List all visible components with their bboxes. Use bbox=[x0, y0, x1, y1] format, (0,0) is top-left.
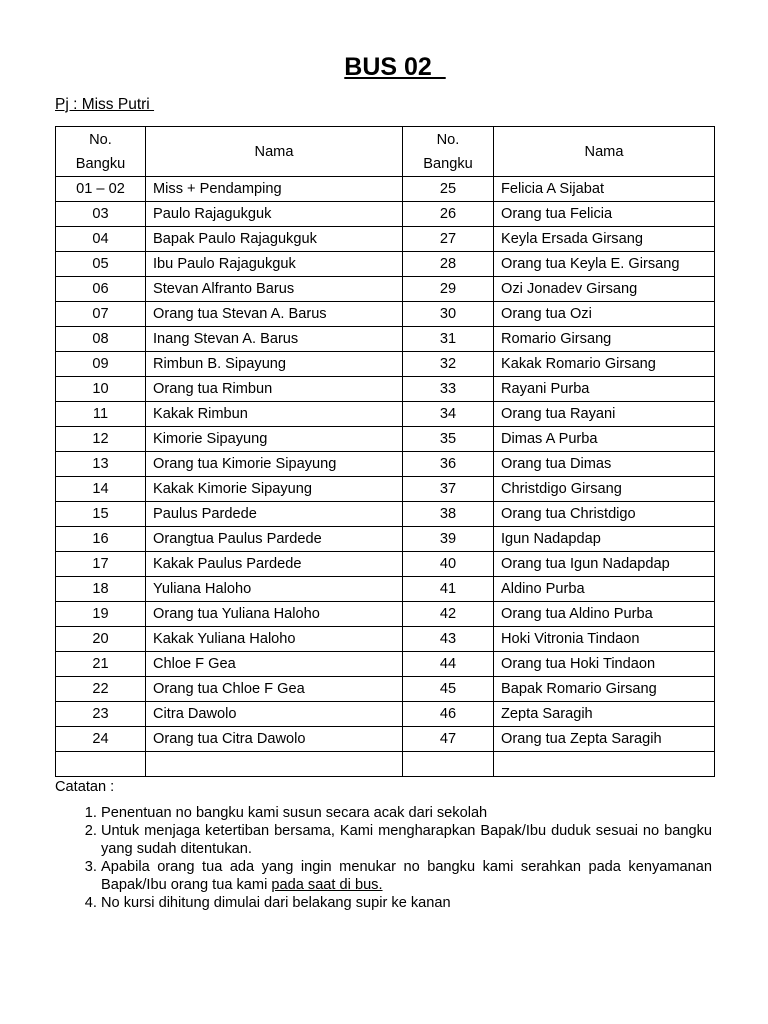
passenger-name-left: Citra Dawolo bbox=[146, 702, 403, 727]
seat-number-left: 23 bbox=[56, 702, 146, 727]
header-no-label: No. bbox=[436, 131, 460, 148]
table-row bbox=[56, 402, 715, 427]
seat-number-right: 28 bbox=[403, 252, 494, 277]
passenger-name-left: Kakak Paulus Pardede bbox=[146, 552, 403, 577]
header-bangku-label: Bangku bbox=[75, 155, 126, 172]
table-row bbox=[56, 452, 715, 477]
table-row bbox=[56, 227, 715, 252]
seat-number-right: 34 bbox=[403, 402, 494, 427]
seat-number-left bbox=[56, 752, 146, 777]
passenger-name-right: Orang tua Keyla E. Girsang bbox=[494, 252, 715, 277]
table-row bbox=[56, 327, 715, 352]
passenger-name-right: Zepta Saragih bbox=[494, 702, 715, 727]
seat-number-left: 21 bbox=[56, 652, 146, 677]
seat-number-right bbox=[403, 752, 494, 777]
seat-number-left: 04 bbox=[56, 227, 146, 252]
passenger-name-right: Romario Girsang bbox=[494, 327, 715, 352]
passenger-name-left: Rimbun B. Sipayung bbox=[146, 352, 403, 377]
title-text: BUS 02 bbox=[344, 53, 446, 81]
seat-number-left: 01 – 02 bbox=[56, 177, 146, 202]
table-row bbox=[56, 752, 715, 777]
passenger-name-left: Orang tua Yuliana Haloho bbox=[146, 602, 403, 627]
seat-number-right: 38 bbox=[403, 502, 494, 527]
note-underlined-text: pada saat di bus. bbox=[271, 877, 383, 893]
passenger-name-left: Kakak Yuliana Haloho bbox=[146, 627, 403, 652]
seat-number-left: 18 bbox=[56, 577, 146, 602]
passenger-name-right: Ozi Jonadev Girsang bbox=[494, 277, 715, 302]
person-in-charge: Pj : Miss Putri bbox=[55, 96, 155, 113]
passenger-name-right: Kakak Romario Girsang bbox=[494, 352, 715, 377]
passenger-name-left: Inang Stevan A. Barus bbox=[146, 327, 403, 352]
passenger-name-left: Kakak Kimorie Sipayung bbox=[146, 477, 403, 502]
seat-number-left: 05 bbox=[56, 252, 146, 277]
header-name-left: Nama bbox=[146, 127, 403, 177]
notes-heading: Catatan : bbox=[55, 779, 115, 795]
passenger-name-left: Yuliana Haloho bbox=[146, 577, 403, 602]
passenger-name-right: Dimas A Purba bbox=[494, 427, 715, 452]
seat-number-right: 47 bbox=[403, 727, 494, 752]
seat-number-right: 40 bbox=[403, 552, 494, 577]
seat-number-right: 25 bbox=[403, 177, 494, 202]
table-row bbox=[56, 302, 715, 327]
note-text: Apabila orang tua ada yang ingin menukar no bangku kami serahkan pada kenyamanan Bapak/Ibu orang tua kami bbox=[101, 859, 712, 893]
seat-number-left: 09 bbox=[56, 352, 146, 377]
table-row bbox=[56, 527, 715, 552]
passenger-name-right: Rayani Purba bbox=[494, 377, 715, 402]
seat-number-right: 39 bbox=[403, 527, 494, 552]
notes-list bbox=[55, 804, 712, 912]
passenger-name-right: Igun Nadapdap bbox=[494, 527, 715, 552]
table-row bbox=[56, 677, 715, 702]
passenger-name-left: Stevan Alfranto Barus bbox=[146, 277, 403, 302]
header-seat-number-right bbox=[403, 127, 494, 177]
seat-number-right: 27 bbox=[403, 227, 494, 252]
passenger-name-left: Kakak Rimbun bbox=[146, 402, 403, 427]
seat-number-left: 24 bbox=[56, 727, 146, 752]
seat-number-left: 20 bbox=[56, 627, 146, 652]
table-row bbox=[56, 702, 715, 727]
passenger-name-left: Kimorie Sipayung bbox=[146, 427, 403, 452]
passenger-name-right: Orang tua Felicia bbox=[494, 202, 715, 227]
table-row bbox=[56, 577, 715, 602]
passenger-name-right: Orang tua Dimas bbox=[494, 452, 715, 477]
table-row bbox=[56, 352, 715, 377]
seat-number-right: 36 bbox=[403, 452, 494, 477]
table-row bbox=[56, 627, 715, 652]
table-row bbox=[56, 277, 715, 302]
seat-number-left: 10 bbox=[56, 377, 146, 402]
seat-number-right: 43 bbox=[403, 627, 494, 652]
note-item bbox=[101, 894, 712, 912]
passenger-name-right: Felicia A Sijabat bbox=[494, 177, 715, 202]
note-text: No kursi dihitung dimulai dari belakang supir ke kanan bbox=[101, 895, 451, 911]
passenger-name-left: Miss + Pendamping bbox=[146, 177, 403, 202]
seat-number-right: 42 bbox=[403, 602, 494, 627]
passenger-name-right: Orang tua Aldino Purba bbox=[494, 602, 715, 627]
seat-number-left: 12 bbox=[56, 427, 146, 452]
table-row bbox=[56, 177, 715, 202]
seat-number-left: 13 bbox=[56, 452, 146, 477]
passenger-name-right: Orang tua Christdigo bbox=[494, 502, 715, 527]
table-row bbox=[56, 477, 715, 502]
passenger-name-left: Orang tua Kimorie Sipayung bbox=[146, 452, 403, 477]
passenger-name-right: Orang tua Igun Nadapdap bbox=[494, 552, 715, 577]
table-row bbox=[56, 502, 715, 527]
passenger-name-left: Ibu Paulo Rajagukguk bbox=[146, 252, 403, 277]
seat-number-right: 32 bbox=[403, 352, 494, 377]
header-no-label: No. bbox=[89, 131, 112, 148]
seating-table bbox=[55, 126, 715, 777]
seat-number-left: 08 bbox=[56, 327, 146, 352]
seat-number-left: 06 bbox=[56, 277, 146, 302]
passenger-name-right: Bapak Romario Girsang bbox=[494, 677, 715, 702]
passenger-name-left: Orang tua Chloe F Gea bbox=[146, 677, 403, 702]
passenger-name-right: Orang tua Ozi bbox=[494, 302, 715, 327]
passenger-name-left: Bapak Paulo Rajagukguk bbox=[146, 227, 403, 252]
passenger-name-left bbox=[146, 752, 403, 777]
passenger-name-right: Orang tua Hoki Tindaon bbox=[494, 652, 715, 677]
passenger-name-left: Orang tua Citra Dawolo bbox=[146, 727, 403, 752]
table-row bbox=[56, 602, 715, 627]
table-row bbox=[56, 552, 715, 577]
table-row bbox=[56, 727, 715, 752]
passenger-name-right: Orang tua Zepta Saragih bbox=[494, 727, 715, 752]
table-row bbox=[56, 202, 715, 227]
passenger-name-right: Hoki Vitronia Tindaon bbox=[494, 627, 715, 652]
seat-number-left: 15 bbox=[56, 502, 146, 527]
table-row bbox=[56, 652, 715, 677]
passenger-name-left: Chloe F Gea bbox=[146, 652, 403, 677]
seat-number-left: 03 bbox=[56, 202, 146, 227]
note-item bbox=[101, 804, 712, 822]
seat-number-right: 35 bbox=[403, 427, 494, 452]
passenger-name-left: Paulus Pardede bbox=[146, 502, 403, 527]
seat-number-right: 46 bbox=[403, 702, 494, 727]
seat-number-left: 17 bbox=[56, 552, 146, 577]
passenger-name-right: Christdigo Girsang bbox=[494, 477, 715, 502]
seat-number-left: 22 bbox=[56, 677, 146, 702]
table-row bbox=[56, 427, 715, 452]
seat-number-left: 19 bbox=[56, 602, 146, 627]
note-item bbox=[101, 858, 712, 894]
document-title bbox=[0, 52, 768, 82]
seat-number-left: 07 bbox=[56, 302, 146, 327]
seat-number-right: 37 bbox=[403, 477, 494, 502]
passenger-name-left: Orang tua Rimbun bbox=[146, 377, 403, 402]
passenger-name-left: Orangtua Paulus Pardede bbox=[146, 527, 403, 552]
seat-number-right: 30 bbox=[403, 302, 494, 327]
note-text: Penentuan no bangku kami susun secara acak dari sekolah bbox=[101, 805, 488, 821]
header-name-right: Nama bbox=[494, 127, 715, 177]
passenger-name-right: Aldino Purba bbox=[494, 577, 715, 602]
header-bangku-label: Bangku bbox=[423, 155, 473, 172]
passenger-name-right: Keyla Ersada Girsang bbox=[494, 227, 715, 252]
seat-number-right: 31 bbox=[403, 327, 494, 352]
note-text: Untuk menjaga ketertiban bersama, Kami mengharapkan Bapak/Ibu duduk sesuai no bangku yang sudah ditentukan. bbox=[101, 823, 712, 857]
seat-number-right: 29 bbox=[403, 277, 494, 302]
passenger-name-left: Orang tua Stevan A. Barus bbox=[146, 302, 403, 327]
note-item bbox=[101, 822, 712, 858]
table-row bbox=[56, 252, 715, 277]
passenger-name-left: Paulo Rajagukguk bbox=[146, 202, 403, 227]
table-header-row bbox=[56, 127, 715, 177]
seat-number-left: 16 bbox=[56, 527, 146, 552]
seat-number-right: 41 bbox=[403, 577, 494, 602]
seat-number-left: 14 bbox=[56, 477, 146, 502]
seating-table-body bbox=[56, 177, 715, 777]
passenger-name-right: Orang tua Rayani bbox=[494, 402, 715, 427]
seat-number-right: 33 bbox=[403, 377, 494, 402]
header-seat-number-left bbox=[56, 127, 146, 177]
seat-number-left: 11 bbox=[56, 402, 146, 427]
seat-number-right: 44 bbox=[403, 652, 494, 677]
passenger-name-right bbox=[494, 752, 715, 777]
seat-number-right: 26 bbox=[403, 202, 494, 227]
seat-number-right: 45 bbox=[403, 677, 494, 702]
table-row bbox=[56, 377, 715, 402]
